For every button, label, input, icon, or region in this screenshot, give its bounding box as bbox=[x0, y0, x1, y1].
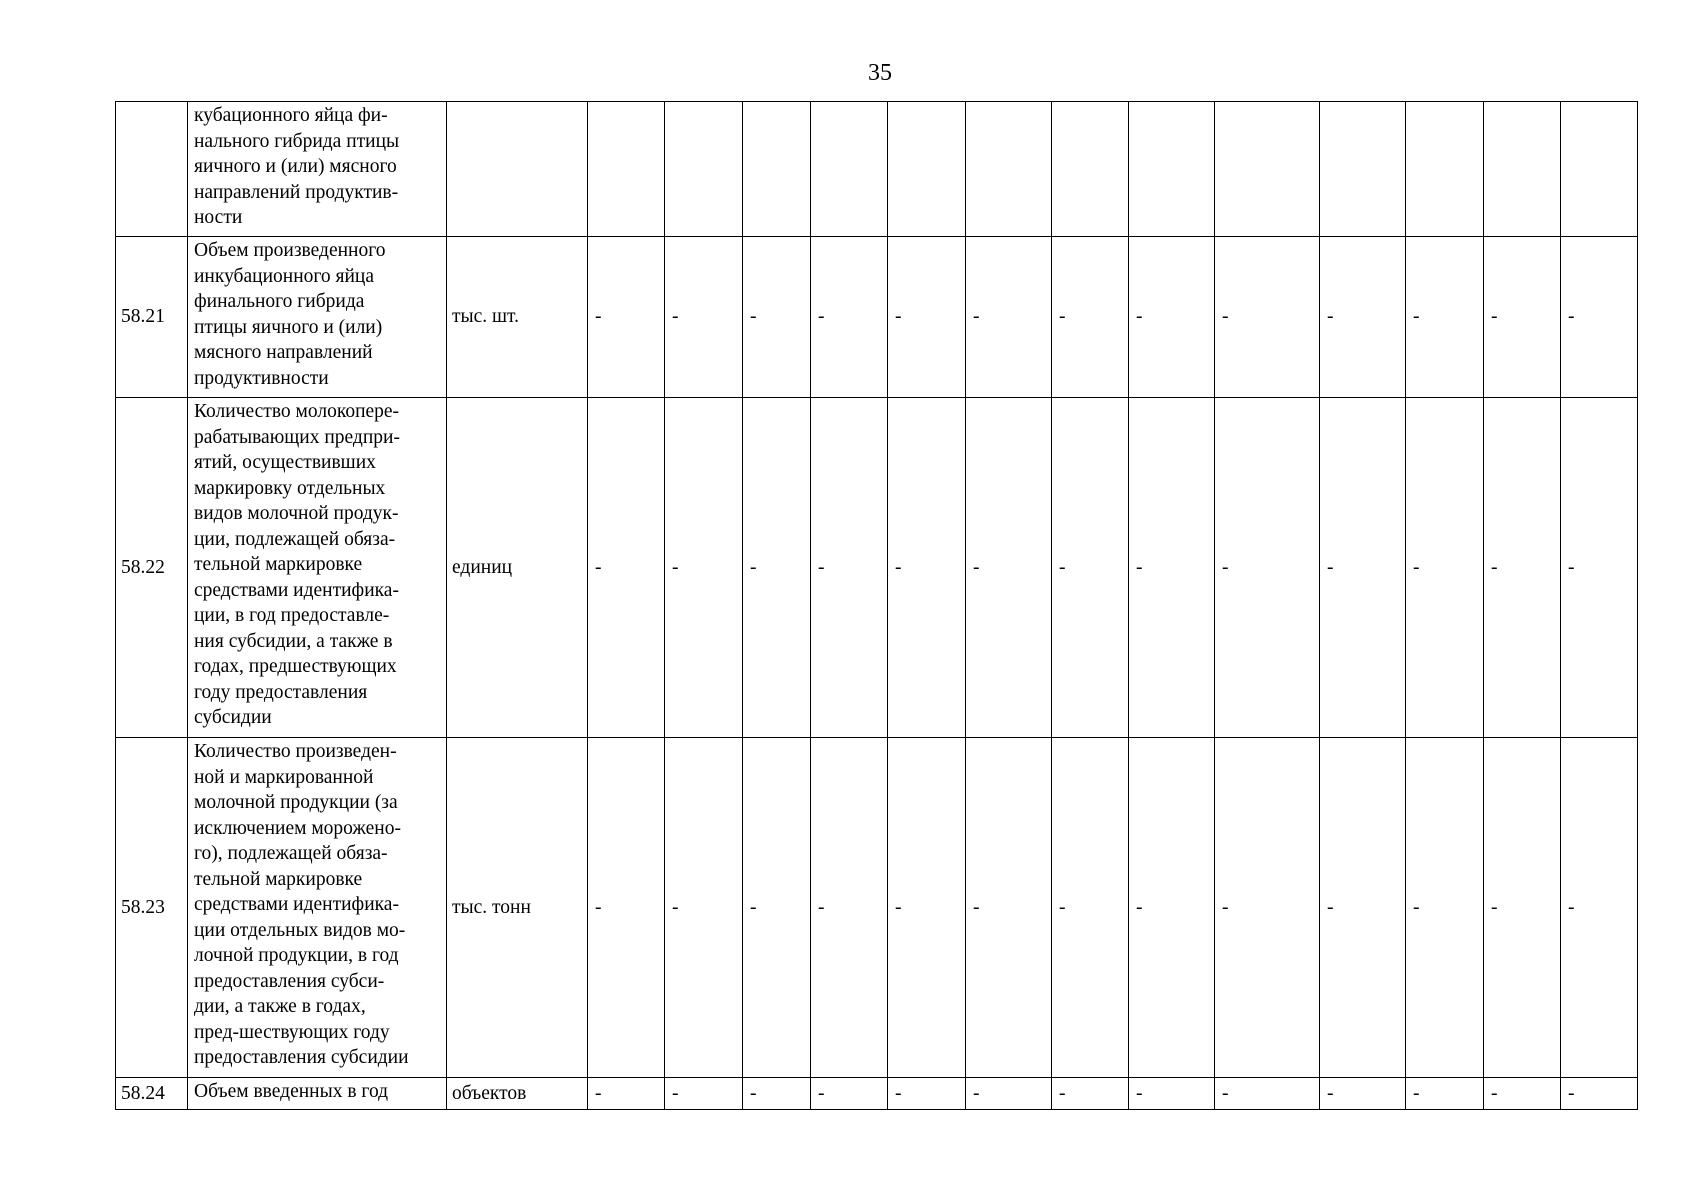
value-cell: - bbox=[1129, 237, 1215, 398]
value-cell: - bbox=[1215, 738, 1320, 1078]
value-cell bbox=[1484, 102, 1561, 237]
value-cell: - bbox=[1320, 398, 1406, 738]
table-row bbox=[116, 1078, 1638, 1110]
table-row bbox=[116, 237, 1638, 398]
value-cell: - bbox=[1561, 237, 1638, 398]
value-cell bbox=[1215, 102, 1320, 237]
value-cell: - bbox=[1320, 738, 1406, 1078]
table-row bbox=[116, 738, 1638, 1078]
value-cell bbox=[588, 102, 665, 237]
value-cell: - bbox=[588, 738, 665, 1078]
row-number-cell: 58.22 bbox=[116, 398, 188, 738]
value-cell bbox=[743, 102, 811, 237]
value-cell bbox=[1052, 102, 1129, 237]
value-cell bbox=[811, 102, 888, 237]
row-number-cell bbox=[116, 102, 188, 237]
value-cell: - bbox=[1320, 237, 1406, 398]
value-cell: - bbox=[1129, 738, 1215, 1078]
value-cell: - bbox=[743, 738, 811, 1078]
value-cell: - bbox=[1052, 237, 1129, 398]
value-cell: - bbox=[1484, 398, 1561, 738]
table-row bbox=[116, 398, 1638, 738]
row-number-cell: 58.23 bbox=[116, 738, 188, 1078]
value-cell: - bbox=[1561, 1078, 1638, 1110]
indicator-description-cell: Объем произведенного инкубационного яйца финального гибрида птицы яичного и (или) мясного направлений продуктивности bbox=[188, 237, 447, 398]
value-cell: - bbox=[1561, 398, 1638, 738]
value-cell bbox=[665, 102, 743, 237]
unit-cell: тыс. тонн bbox=[447, 738, 588, 1078]
value-cell: - bbox=[1406, 398, 1484, 738]
value-cell: - bbox=[966, 398, 1052, 738]
indicator-description-cell: Объем введенных в год bbox=[188, 1078, 447, 1110]
indicator-description-cell: Количество произведен- ной и маркированной молочной продукции (за исключением мороженo- го), подлежащей обяза- тельной маркировке средствами идентифика- ции отдельных видов мо- лочной продукции, в год предоставления субси- дии, а также в годах, пред-шествующих году предоставления субсидии bbox=[188, 738, 447, 1078]
value-cell: - bbox=[1215, 1078, 1320, 1110]
value-cell bbox=[1406, 102, 1484, 237]
row-number-cell: 58.24 bbox=[116, 1078, 188, 1110]
value-cell: - bbox=[665, 398, 743, 738]
row-number-cell: 58.21 bbox=[116, 237, 188, 398]
value-cell: - bbox=[665, 237, 743, 398]
value-cell: - bbox=[888, 237, 966, 398]
value-cell: - bbox=[1320, 1078, 1406, 1110]
value-cell: - bbox=[966, 738, 1052, 1078]
table-body bbox=[116, 102, 1638, 1110]
value-cell: - bbox=[588, 237, 665, 398]
value-cell: - bbox=[1215, 398, 1320, 738]
value-cell: - bbox=[1484, 237, 1561, 398]
value-cell: - bbox=[1215, 237, 1320, 398]
value-cell: - bbox=[1406, 738, 1484, 1078]
value-cell: - bbox=[1406, 1078, 1484, 1110]
unit-cell: объектов bbox=[447, 1078, 588, 1110]
value-cell: - bbox=[1129, 398, 1215, 738]
value-cell: - bbox=[1129, 1078, 1215, 1110]
value-cell: - bbox=[588, 1078, 665, 1110]
table-row bbox=[116, 102, 1638, 237]
value-cell: - bbox=[888, 398, 966, 738]
value-cell: - bbox=[1052, 398, 1129, 738]
value-cell bbox=[1320, 102, 1406, 237]
value-cell: - bbox=[665, 1078, 743, 1110]
value-cell bbox=[888, 102, 966, 237]
value-cell: - bbox=[1052, 738, 1129, 1078]
value-cell: - bbox=[1484, 1078, 1561, 1110]
value-cell: - bbox=[888, 738, 966, 1078]
value-cell: - bbox=[811, 738, 888, 1078]
value-cell: - bbox=[743, 1078, 811, 1110]
value-cell: - bbox=[743, 237, 811, 398]
unit-cell bbox=[447, 102, 588, 237]
unit-cell: тыс. шт. bbox=[447, 237, 588, 398]
value-cell: - bbox=[1561, 738, 1638, 1078]
indicator-description-cell: Количество молокопере- рабатывающих предпри- ятий, осуществивших маркировку отдельных видов молочной продук- ции, подлежащей обяза- тельной маркировке средствами идентифика- ции, в год предоставле- ния субсидии, а также в годах, предшествующих году предоставления субсидии bbox=[188, 398, 447, 738]
value-cell: - bbox=[1406, 237, 1484, 398]
value-cell: - bbox=[1484, 738, 1561, 1078]
value-cell bbox=[1129, 102, 1215, 237]
value-cell: - bbox=[1052, 1078, 1129, 1110]
value-cell: - bbox=[665, 738, 743, 1078]
unit-cell: единиц bbox=[447, 398, 588, 738]
value-cell bbox=[1561, 102, 1638, 237]
value-cell: - bbox=[888, 1078, 966, 1110]
value-cell: - bbox=[966, 1078, 1052, 1110]
value-cell bbox=[966, 102, 1052, 237]
value-cell: - bbox=[588, 398, 665, 738]
value-cell: - bbox=[966, 237, 1052, 398]
value-cell: - bbox=[811, 398, 888, 738]
value-cell: - bbox=[811, 1078, 888, 1110]
indicators-table bbox=[115, 101, 1638, 1110]
page-number: 35 bbox=[868, 60, 892, 86]
value-cell: - bbox=[811, 237, 888, 398]
indicator-description-cell: кубационного яйца фи- нального гибрида птицы яичного и (или) мясного направлений продуктив- ности bbox=[188, 102, 447, 237]
value-cell: - bbox=[743, 398, 811, 738]
